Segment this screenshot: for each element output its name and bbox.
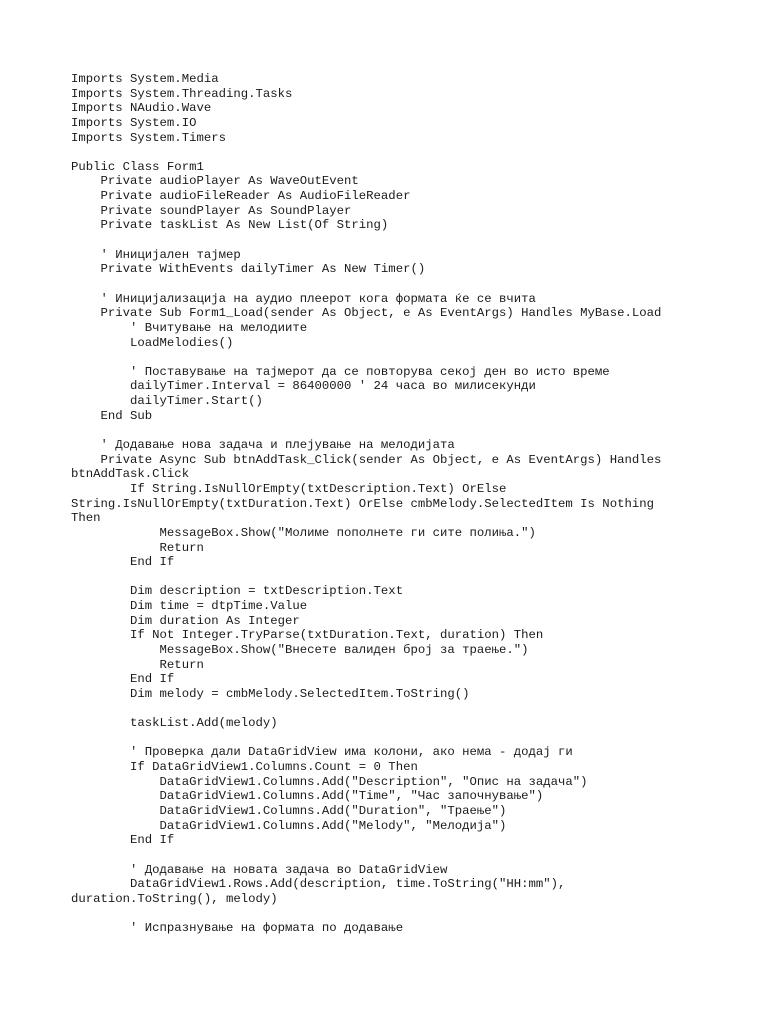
code-line: Return (71, 657, 204, 672)
code-line: Dim duration As Integer (71, 613, 300, 628)
code-line (71, 702, 761, 717)
code-line: Imports System.Threading.Tasks (71, 86, 293, 101)
code-line: MessageBox.Show("Молиме пополнете ги сите полиња.") (71, 525, 536, 540)
code-line: DataGridView1.Columns.Add("Duration", "Траење") (71, 804, 507, 819)
code-line (71, 731, 761, 746)
code-line: Imports System.IO (71, 115, 197, 130)
code-line: End If (71, 555, 175, 570)
code-line (71, 233, 761, 248)
code-line: End If (71, 672, 175, 687)
code-line: DataGridView1.Columns.Add("Time", "Час започнување") (71, 789, 544, 804)
code-line: End Sub (71, 408, 153, 423)
code-line: Then (71, 511, 101, 526)
code-line (71, 350, 761, 365)
code-line: ' Додавање на новата задача во DataGridView (71, 862, 448, 877)
code-line: duration.ToString(), melody) (71, 891, 278, 906)
code-line: Dim melody = cmbMelody.SelectedItem.ToString() (71, 686, 470, 701)
code-line (71, 145, 761, 160)
code-line: String.IsNullOrEmpty(txtDuration.Text) OrElse cmbMelody.SelectedItem Is Nothing (71, 496, 654, 511)
code-line: ' Испразнување на формата по додавање (71, 921, 404, 936)
code-line: Dim time = dtpTime.Value (71, 599, 308, 614)
code-line: dailyTimer.Start() (71, 394, 263, 409)
code-line: DataGridView1.Columns.Add("Description", "Опис на задача") (71, 774, 588, 789)
code-line: LoadMelodies() (71, 335, 234, 350)
code-line (71, 423, 761, 438)
code-line: DataGridView1.Rows.Add(description, time.ToString("HH:mm"), (71, 877, 566, 892)
code-line: ' Проверка дали DataGridView има колони, ако нема - додај ги (71, 745, 573, 760)
code-listing (71, 72, 761, 936)
code-line (71, 570, 761, 585)
code-line: Imports NAudio.Wave (71, 101, 212, 116)
code-line: ' Иницијализација на аудио плеерот кога формата ќе се вчита (71, 291, 536, 306)
code-line: Private WithEvents dailyTimer As New Timer() (71, 262, 426, 277)
code-line (71, 277, 761, 292)
code-line: Private audioPlayer As WaveOutEvent (71, 174, 359, 189)
code-line: ' Вчитување на мелодиите (71, 320, 308, 335)
code-line: Return (71, 540, 204, 555)
code-line: Private Sub Form1_Load(sender As Object, e As EventArgs) Handles MyBase.Load (71, 306, 662, 321)
code-line: ' Иницијален тајмер (71, 247, 241, 262)
code-line: ' Додавање нова задача и плејување на мелодијата (71, 438, 455, 453)
code-line: Private soundPlayer As SoundPlayer (71, 203, 352, 218)
code-line: Private Async Sub btnAddTask_Click(sender As Object, e As EventArgs) Handles (71, 452, 662, 467)
code-line: Public Class Form1 (71, 159, 204, 174)
code-line: btnAddTask.Click (71, 467, 190, 482)
code-line: End If (71, 833, 175, 848)
code-line: Imports System.Timers (71, 130, 226, 145)
code-line: ' Поставување на тајмерот да се повторува секој ден во исто време (71, 364, 610, 379)
code-line (71, 907, 761, 922)
code-line: taskList.Add(melody) (71, 716, 278, 731)
code-line: dailyTimer.Interval = 86400000 ' 24 часа во милисекунди (71, 379, 536, 394)
code-line: MessageBox.Show("Внесете валиден број за траење.") (71, 642, 529, 657)
code-line: Dim description = txtDescription.Text (71, 584, 404, 599)
code-line: If String.IsNullOrEmpty(txtDescription.Text) OrElse (71, 481, 507, 496)
code-line: If DataGridView1.Columns.Count = 0 Then (71, 760, 418, 775)
code-line: Private taskList As New List(Of String) (71, 218, 389, 233)
code-line: If Not Integer.TryParse(txtDuration.Text, duration) Then (71, 628, 544, 643)
code-line: Private audioFileReader As AudioFileReader (71, 189, 411, 204)
code-line: DataGridView1.Columns.Add("Melody", "Мелодија") (71, 818, 507, 833)
code-line: Imports System.Media (71, 72, 219, 86)
code-line (71, 848, 761, 863)
